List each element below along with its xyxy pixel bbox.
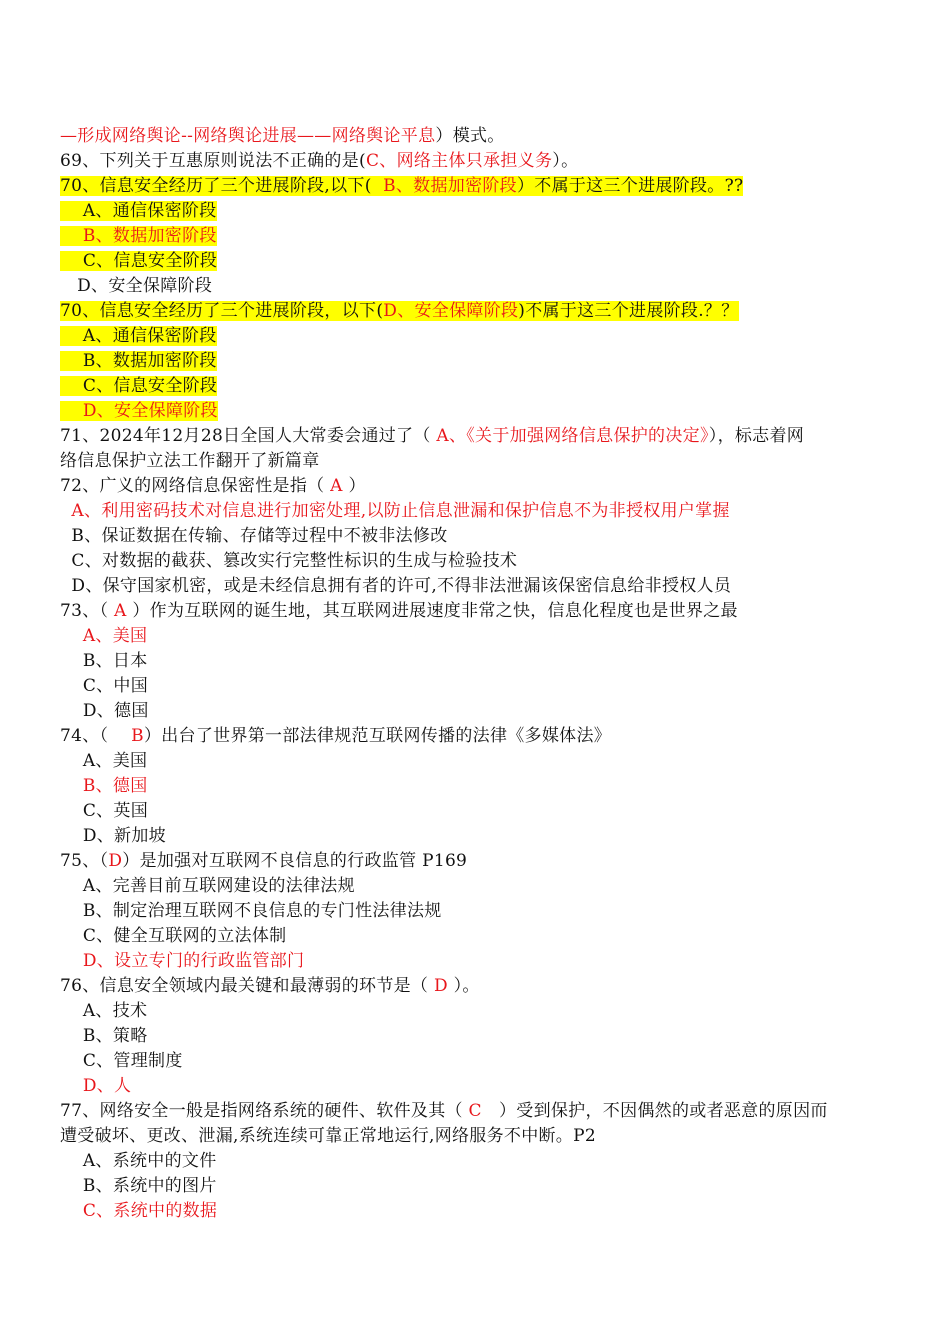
option-c [60, 1050, 183, 1072]
option-text: C、信息安全阶段 [60, 251, 218, 271]
answer-text: A、《关于加强网络信息保护的决定》 [430, 426, 709, 446]
question-text: 72、广义的网络信息保密性是指（ [60, 476, 325, 496]
option-text: D、德国 [60, 701, 149, 721]
option-text: B、日本 [60, 651, 148, 671]
question-77-cont [60, 1125, 596, 1147]
option-b [60, 775, 148, 797]
option-a [60, 625, 147, 647]
option-b [60, 900, 442, 922]
option-text: D、新加坡 [60, 826, 166, 846]
answer-text: B、数据加密阶段 [371, 176, 517, 196]
answer-text: D [108, 851, 123, 871]
question-text: 遭受破坏、更改、泄漏,系统连续可靠正常地运行,网络服务不中断。P2 [60, 1126, 596, 1146]
option-text-answer: D、设立专门的行政监管部门 [60, 951, 305, 971]
question-72 [60, 475, 366, 497]
option-d [60, 275, 212, 297]
option-d [60, 700, 149, 722]
question-text: 75、（ [60, 851, 109, 871]
option-text: B、数据加密阶段 [60, 351, 217, 371]
option-b [60, 350, 217, 372]
question-77 [60, 1100, 828, 1122]
question-text: ）不属于这三个进展阶段。?? [516, 176, 744, 196]
question-text: 络信息保护立法工作翻开了新篇章 [60, 451, 320, 471]
answer-text: B [119, 726, 144, 746]
question-76 [60, 975, 480, 997]
option-text: C、管理制度 [60, 1051, 183, 1071]
question-text: ）受到保护，不因偶然的或者恶意的原因而 [487, 1101, 828, 1121]
option-b [60, 525, 448, 547]
answer-text: C、网络主体只承担义务 [365, 151, 553, 171]
option-b [60, 1175, 217, 1197]
question-text: 74、（ [60, 726, 120, 746]
question-71-cont [60, 450, 320, 472]
answer-text: D、安全保障阶段 [383, 301, 519, 321]
question-text: )不属于这三个进展阶段.？？ [518, 301, 739, 321]
text: ）模式。 [435, 126, 505, 146]
answer-text: A [108, 601, 133, 621]
option-text-answer: D、安全保障阶段 [60, 401, 218, 421]
answer-text: C [462, 1101, 488, 1121]
question-70-second [60, 300, 739, 322]
option-d [60, 1075, 131, 1097]
option-a [60, 500, 730, 522]
option-a [60, 1150, 217, 1172]
question-73 [60, 600, 738, 622]
question-74 [60, 725, 611, 747]
option-c [60, 250, 217, 272]
option-text: D、保守国家机密，或是未经信息拥有者的许可,不得非法泄漏该保密信息给非授权人员 [60, 576, 732, 596]
question-text: ）作为互联网的诞生地，其互联网进展速度非常之快，信息化程度也是世界之最 [132, 601, 738, 621]
option-c [60, 1200, 217, 1222]
option-b [60, 650, 148, 672]
question-70-first [60, 175, 743, 197]
question-71 [60, 425, 804, 447]
question-text: 76、信息安全领域内最关键和最薄弱的环节是（ [60, 976, 429, 996]
option-text-answer: B、数据加密阶段 [60, 226, 217, 246]
option-d [60, 825, 166, 847]
option-text-answer: A、美国 [60, 626, 148, 646]
question-text: ）。 [552, 151, 579, 171]
answer-text: —形成网络舆论--网络舆论进展——网络舆论平息 [60, 126, 436, 146]
option-d [60, 400, 218, 422]
option-text: A、完善目前互联网建设的法律法规 [60, 876, 355, 896]
option-c [60, 925, 286, 947]
option-b [60, 1025, 148, 1047]
question-text: ）是加强对互联网不良信息的行政监管 P169 [122, 851, 468, 871]
option-c [60, 800, 148, 822]
option-text: A、技术 [60, 1001, 148, 1021]
option-text: A、通信保密阶段 [60, 201, 217, 221]
option-text: C、健全互联网的立法体制 [60, 926, 287, 946]
option-text: A、系统中的文件 [60, 1151, 217, 1171]
option-text: B、制定治理互联网不良信息的专门性法律法规 [60, 901, 442, 921]
question-text: ），标志着网 [708, 426, 805, 446]
question-text: 73、（ [60, 601, 109, 621]
question-text: 70、信息安全经历了三个进展阶段,以下( [60, 176, 372, 196]
text-line [60, 125, 505, 147]
option-text-answer: A、利用密码技术对信息进行加密处理,以防止信息泄漏和保护信息不为非授权用户掌握 [60, 501, 730, 521]
option-text: B、策略 [60, 1026, 148, 1046]
option-d [60, 950, 304, 972]
option-text: C、英国 [60, 801, 149, 821]
question-text: ）。 [453, 976, 480, 996]
option-text: D、安全保障阶段 [60, 276, 213, 296]
option-text-answer: B、德国 [60, 776, 148, 796]
option-a [60, 875, 355, 897]
option-c [60, 550, 517, 572]
option-text: A、通信保密阶段 [60, 326, 217, 346]
option-text: B、保证数据在传输、存储等过程中不被非法修改 [60, 526, 448, 546]
option-text: C、中国 [60, 676, 149, 696]
option-text-answer: C、系统中的数据 [60, 1201, 218, 1221]
answer-text: D [428, 976, 454, 996]
question-text: 77、网络安全一般是指网络系统的硬件、软件及其（ [60, 1101, 463, 1121]
option-c [60, 375, 217, 397]
option-text-answer: D、人 [60, 1076, 132, 1096]
option-a [60, 1000, 147, 1022]
option-text: A、美国 [60, 751, 148, 771]
question-69 [60, 150, 578, 172]
option-d [60, 575, 731, 597]
question-text: ） [348, 476, 366, 496]
question-text: 70、信息安全经历了三个进展阶段，以下( [60, 301, 384, 321]
question-text: 71、2024年12月28日全国人大常委会通过了（ [60, 426, 431, 446]
option-a [60, 325, 217, 347]
option-text: C、信息安全阶段 [60, 376, 218, 396]
option-b [60, 225, 217, 247]
option-c [60, 675, 148, 697]
question-text: 69、下列关于互惠原则说法不正确的是( [60, 151, 366, 171]
answer-text: A [324, 476, 349, 496]
option-text: C、对数据的截获、篡改实行完整性标识的生成与检验技术 [60, 551, 518, 571]
question-text: ）出台了世界第一部法律规范互联网传播的法律《多媒体法》 [143, 726, 612, 746]
option-text: B、系统中的图片 [60, 1176, 217, 1196]
option-a [60, 750, 147, 772]
question-75 [60, 850, 467, 872]
option-a [60, 200, 217, 222]
